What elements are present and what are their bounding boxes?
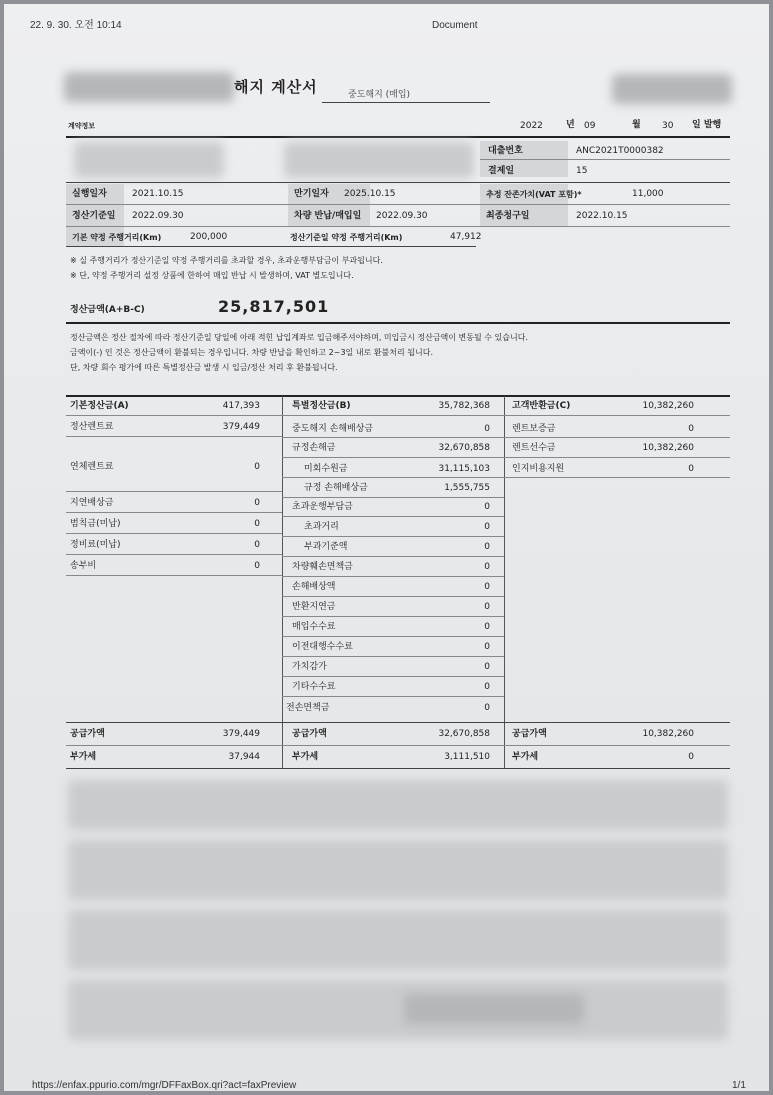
col-c-header: 고객반환금(C) (512, 401, 571, 411)
blurred-seal (404, 994, 584, 1024)
col-b-row-label: 손해배상액 (292, 582, 336, 592)
settlement-desc-1: 정산금액은 정산 절차에 따라 정산기준일 당일에 아래 적힌 납입계좌로 입금해주셔야하며, 미입금시 정산금액이 변동될 수 있습니다. (70, 333, 528, 342)
col-b-row-rule (282, 636, 504, 637)
col-b-row-label: 부과기준액 (304, 542, 348, 552)
col-a-row-rule (66, 533, 282, 534)
note-1: ※ 실 주행거리가 정산기준일 약정 주행거리를 초과할 경우, 초과운행부담금이 부과됩니다. (70, 256, 383, 265)
col-c-row-rule (504, 457, 730, 458)
col-a-row-label: 송부비 (70, 561, 97, 571)
table-bottom-rule (66, 768, 730, 769)
col-b-row-rule (282, 696, 504, 697)
exec-date-label: 실행일자 (72, 189, 107, 199)
col-a-row-label: 정비료(미납) (70, 540, 121, 550)
col-c-header-value: 10,382,260 (642, 401, 694, 411)
loan-no: ANC2021T0000382 (576, 146, 664, 156)
print-url: https://enfax.ppurio.com/mgr/DFFaxBox.qri?act=faxPreview (32, 1080, 297, 1091)
last-bill-label: 최종청구일 (486, 211, 530, 221)
print-page-number: 1/1 (732, 1080, 746, 1091)
col-b-vat-value: 3,111,510 (444, 752, 490, 762)
blurred-vehicle (284, 142, 474, 178)
blurred-notice-block (68, 910, 728, 970)
info-rule-2 (66, 226, 730, 227)
col-b-row-label: 초과운행부담금 (292, 502, 353, 512)
col-a-header-rule (66, 415, 282, 416)
subtitle-underline (322, 102, 490, 103)
print-datetime: 22. 9. 30. 오전 10:14 (30, 20, 122, 31)
col-b-row-rule (282, 596, 504, 597)
col-a-row-label: 정산렌트료 (70, 422, 114, 432)
settlement-desc-2: 금액이(-) 인 것은 정산금액이 환불되는 경우입니다. 차량 반납을 확인하고 2~3일 내로 환불처리 됩니다. (70, 348, 434, 357)
col-c-row-rule (504, 437, 730, 438)
return-date-label: 차량 반납/매입일 (294, 211, 362, 221)
col-b-row-rule (282, 556, 504, 557)
col-a-row-rule (66, 491, 282, 492)
exec-date: 2021.10.15 (132, 189, 184, 199)
col-b-header: 특별정산금(B) (292, 401, 351, 411)
note-2: ※ 단, 약정 주행거리 설정 상품에 한하여 매입 반납 시 발생하며, VAT 별도입니다. (70, 271, 354, 280)
pay-day-label: 결제일 (488, 166, 515, 176)
col-b-row-label: 초과거리 (304, 522, 339, 532)
col-b-row-value: 0 (484, 582, 490, 592)
col-a-vat-label: 부가세 (70, 752, 97, 762)
col-b-row-value: 0 (484, 542, 490, 552)
col-a-row-rule (66, 575, 282, 576)
print-doc-label: Document (432, 20, 478, 31)
col-a-row-value: 0 (254, 519, 260, 529)
col-b-row-rule (282, 437, 504, 438)
blurred-logo (64, 72, 234, 102)
col-b-row-value: 1,555,755 (444, 483, 490, 493)
col-b-row-label: 차량훼손면책금 (292, 562, 353, 572)
col-b-row-value: 0 (484, 703, 490, 713)
issue-year-unit: 년 (566, 120, 575, 130)
settle-km-label: 정산기준일 약정 주행거리(Km) (290, 233, 403, 242)
maturity: 2025.10.15 (344, 189, 396, 199)
last-bill: 2022.10.15 (576, 211, 628, 221)
col-b-row-label: 규정손해금 (292, 443, 336, 453)
col-divider-1 (282, 396, 283, 768)
base-km: 200,000 (190, 232, 228, 242)
blurred-customer (74, 142, 224, 178)
col-b-row-rule (282, 576, 504, 577)
col-b-row-rule (282, 536, 504, 537)
col-a-row-rule (66, 436, 282, 437)
fax-page (4, 4, 769, 1091)
col-b-row-value: 0 (484, 522, 490, 532)
col-b-row-value: 0 (484, 642, 490, 652)
col-a-row-value: 0 (254, 561, 260, 571)
supply-rule (66, 722, 730, 723)
loan-rule (480, 159, 730, 160)
info-rule-1 (66, 204, 730, 205)
col-b-row-value: 0 (484, 424, 490, 434)
col-b-row-label: 반환지연금 (292, 602, 336, 612)
col-b-header-rule (282, 415, 504, 416)
blurred-account-block (68, 780, 728, 830)
col-b-row-label: 이전대행수수료 (292, 642, 353, 652)
col-a-header-value: 417,393 (222, 401, 260, 411)
col-b-row-value: 32,670,858 (438, 443, 490, 453)
settlement-rule (66, 322, 730, 324)
col-c-header-rule (504, 415, 730, 416)
col-b-row-label: 전손면책금 (286, 703, 330, 713)
col-b-row-label: 중도해지 손해배상금 (292, 424, 374, 434)
col-b-row-label: 규정 손해배상금 (304, 483, 368, 493)
info-bottom-rule (66, 246, 476, 247)
issue-month-unit: 월 (632, 120, 641, 130)
residual: 11,000 (632, 189, 664, 199)
col-a-supply-value: 379,449 (222, 729, 260, 739)
col-b-row-label: 가치감가 (292, 662, 327, 672)
issue-day: 30 (662, 121, 674, 131)
col-b-row-value: 31,115,103 (438, 464, 490, 474)
blurred-stamp (612, 74, 732, 104)
col-b-row-rule (282, 497, 504, 498)
col-c-row-value: 0 (688, 464, 694, 474)
pay-day: 15 (576, 166, 588, 176)
col-a-row-label: 범칙금(미납) (70, 519, 121, 529)
col-b-row-rule (282, 457, 504, 458)
col-a-row-rule (66, 512, 282, 513)
col-b-vat-label: 부가세 (292, 752, 319, 762)
settle-base: 2022.09.30 (132, 211, 184, 221)
col-divider-2 (504, 396, 505, 768)
col-a-header: 기본정산금(A) (70, 401, 129, 411)
col-b-row-value: 0 (484, 662, 490, 672)
col-b-row-rule (282, 676, 504, 677)
col-b-row-value: 0 (484, 602, 490, 612)
settlement-label: 정산금액(A+B-C) (70, 305, 145, 315)
base-km-label: 기본 약정 주행거리(Km) (72, 233, 162, 242)
vat-rule (66, 745, 730, 746)
header-rule (66, 136, 730, 138)
col-b-row-rule (282, 477, 504, 478)
maturity-label: 만기일자 (294, 189, 329, 199)
col-c-vat-value: 0 (688, 752, 694, 762)
col-b-row-value: 0 (484, 502, 490, 512)
col-a-row-label: 연체렌트료 (70, 462, 114, 472)
col-b-row-rule (282, 616, 504, 617)
issue-day-unit: 일 발행 (692, 120, 722, 130)
residual-label: 추정 잔존가치(VAT 포함)* (486, 190, 582, 199)
table-top-rule (66, 395, 730, 397)
col-a-vat-value: 37,944 (228, 752, 260, 762)
col-b-supply-label: 공급가액 (292, 729, 327, 739)
col-b-row-value: 0 (484, 682, 490, 692)
col-a-row-value: 0 (254, 498, 260, 508)
col-c-row-rule (504, 477, 730, 478)
issue-month: 09 (584, 121, 596, 131)
col-c-vat-label: 부가세 (512, 752, 539, 762)
settlement-amount: 25,817,501 (218, 297, 330, 316)
col-c-supply-value: 10,382,260 (642, 729, 694, 739)
col-b-row-label: 매입수수료 (292, 622, 336, 632)
col-c-row-label: 인지비용지원 (512, 464, 565, 474)
info-top-rule (66, 182, 730, 183)
loan-no-label: 대출번호 (488, 146, 523, 156)
blurred-signature-block (68, 980, 728, 1040)
col-b-row-rule (282, 656, 504, 657)
contract-info-label: 계약정보 (68, 122, 96, 130)
col-c-row-label: 렌트선수금 (512, 443, 556, 453)
page-subtitle: 중도해지 (매입) (348, 90, 411, 100)
blurred-terms-block (68, 840, 728, 900)
settle-km: 47,912 (450, 232, 482, 242)
return-date: 2022.09.30 (376, 211, 428, 221)
col-b-row-label: 미회수원금 (304, 464, 348, 474)
col-c-supply-label: 공급가액 (512, 729, 547, 739)
col-a-row-value: 0 (254, 540, 260, 550)
col-c-row-value: 0 (688, 424, 694, 434)
col-a-row-value: 379,449 (222, 422, 260, 432)
col-a-supply-label: 공급가액 (70, 729, 105, 739)
col-a-row-label: 지연배상금 (70, 498, 114, 508)
settlement-desc-3: 단, 차량 회수 평가에 따른 특별정산금 발생 시 입금/정산 처리 후 환불됩니다. (70, 363, 338, 372)
page-title: 해지 계산서 (234, 78, 318, 96)
issue-year: 2022 (520, 121, 543, 131)
col-b-row-value: 0 (484, 562, 490, 572)
col-c-row-value: 10,382,260 (642, 443, 694, 453)
col-b-supply-value: 32,670,858 (438, 729, 490, 739)
col-b-header-value: 35,782,368 (438, 401, 490, 411)
col-a-row-value: 0 (254, 462, 260, 472)
col-b-row-rule (282, 516, 504, 517)
col-b-row-value: 0 (484, 622, 490, 632)
col-b-row-label: 기타수수료 (292, 682, 336, 692)
settle-base-label: 정산기준일 (72, 211, 116, 221)
col-c-row-label: 렌트보증금 (512, 424, 556, 434)
col-a-row-rule (66, 554, 282, 555)
